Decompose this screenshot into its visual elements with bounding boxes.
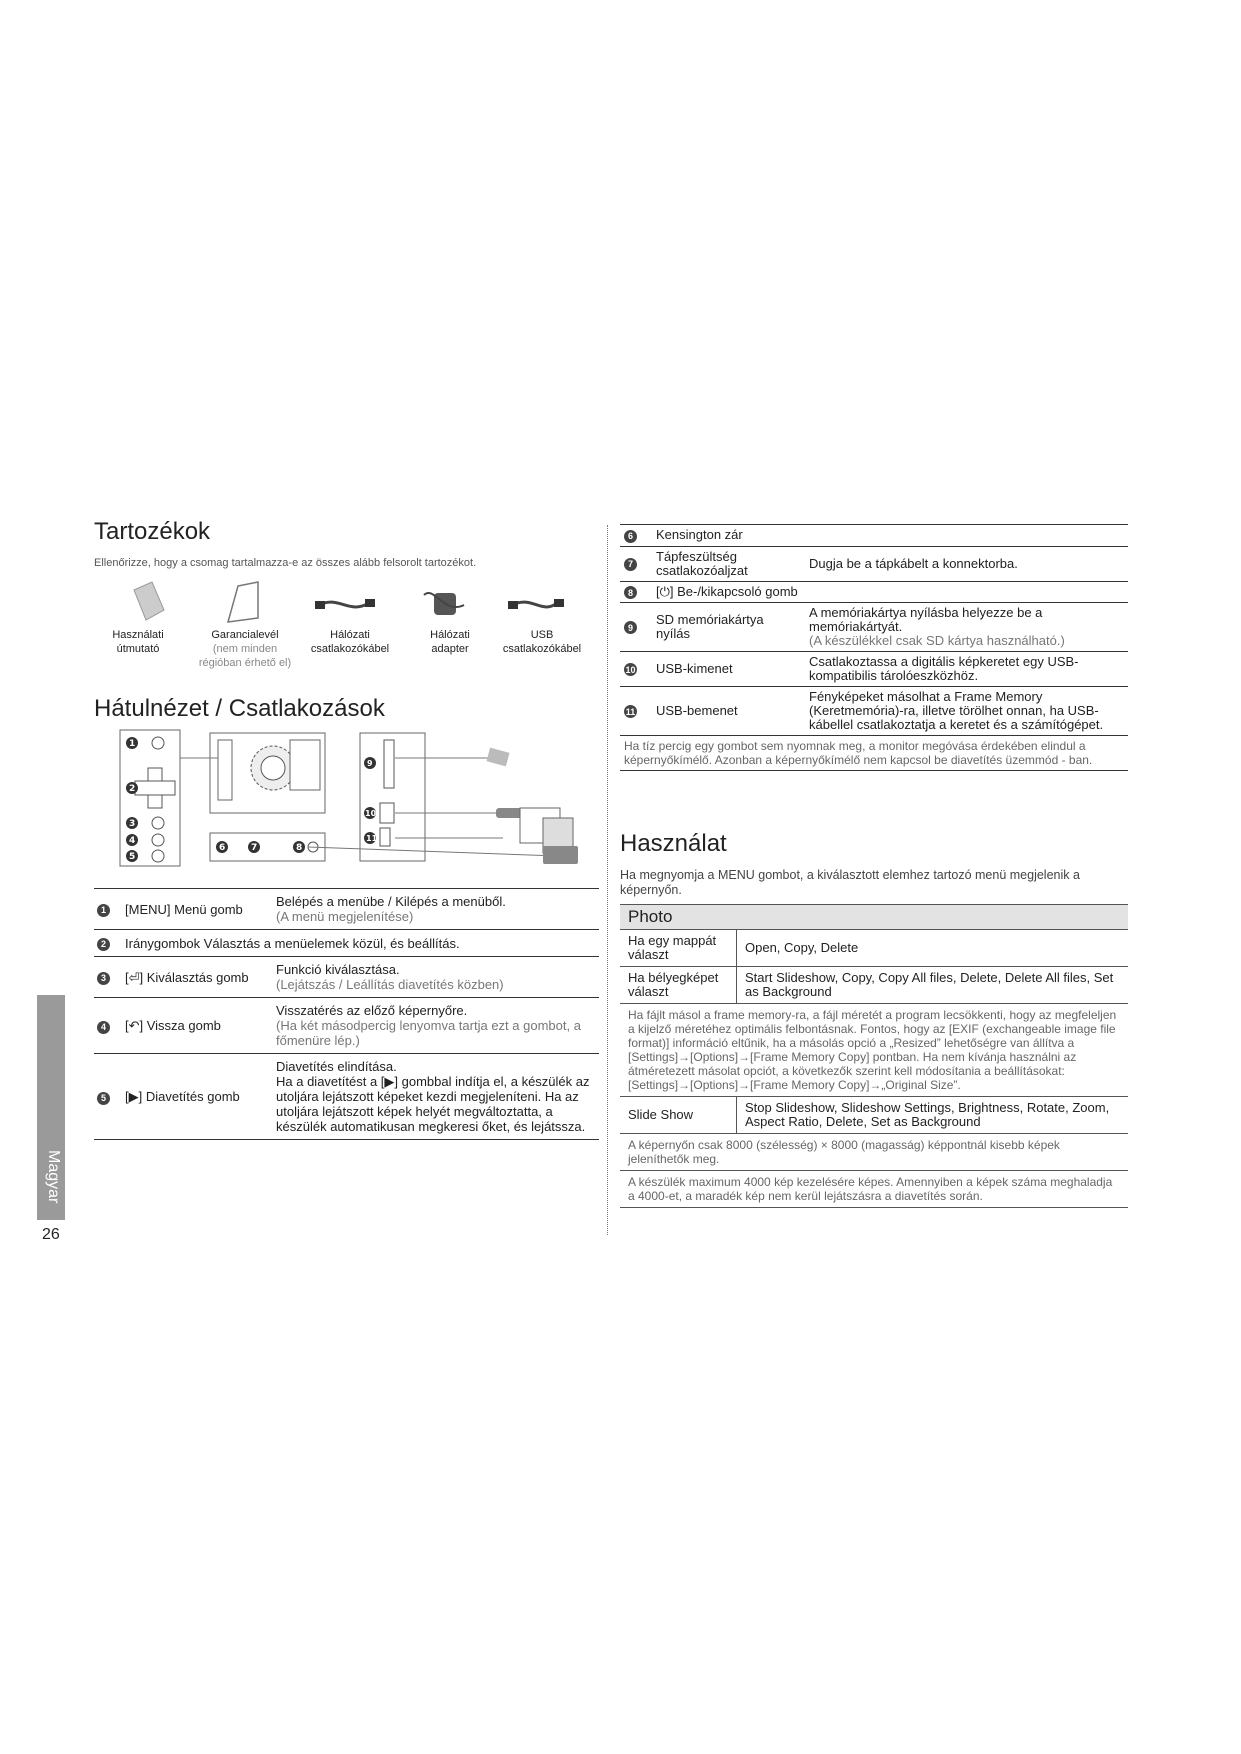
table-row — [94, 1054, 599, 1140]
number-badge: 1 — [97, 904, 110, 917]
connection-desc: Csatlakoztassa a digitális képkeretet egy USB-kompatibilis tárolóeszközhöz. — [809, 654, 1079, 683]
table-row — [620, 1134, 1128, 1171]
control-name: [▶] Diavetítés gomb — [125, 1089, 240, 1104]
number-badge: 6 — [624, 530, 637, 543]
tartozekok-title: Tartozékok — [94, 518, 211, 545]
control-desc: Diavetítés elindítása. Ha a diavetítést a [▶] gombbal indítja el, a készülék az utoljára lejátszott képeket kezdi megjeleníteni. Ha az utoljára lejátszott képek helyét megváltoztatta, a készülék automatikusan megkeresi őket, és lejátssza. — [276, 1059, 590, 1134]
size-note: A képernyőn csak 8000 (szélesség) × 8000 (magasság) képpontnál kisebb képek jeleníthetők meg. — [628, 1138, 1060, 1166]
connection-name: [⏻] Be-/kikapcsoló gomb — [656, 583, 798, 599]
svg-text:3: 3 — [129, 819, 136, 829]
table-row — [620, 603, 1128, 652]
svg-text:8: 8 — [296, 843, 303, 853]
control-name: [↶] Vissza gomb — [125, 1018, 221, 1033]
accessory-usb-cable: USB csatlakozókábel — [502, 629, 582, 655]
manual-icon — [134, 582, 164, 620]
table-row — [620, 967, 1128, 1004]
accessory-manual: Használati útmutató — [112, 629, 164, 655]
table-row — [94, 889, 599, 930]
table-row — [620, 1004, 1128, 1097]
table-row — [620, 687, 1128, 736]
connection-name: USB-bemenet — [656, 703, 738, 718]
table-row — [94, 998, 599, 1054]
controls-table — [94, 888, 599, 1140]
table-header — [620, 905, 1128, 930]
power-adapter-icon — [424, 593, 464, 615]
row-label: Ha bélyegképet választ — [620, 967, 737, 1004]
svg-text:2: 2 — [129, 784, 136, 794]
rear-view-diagram — [118, 728, 578, 868]
svg-text:10: 10 — [365, 809, 377, 818]
control-name: [⏎] Kiválasztás gomb — [125, 969, 249, 985]
svg-text:9: 9 — [367, 759, 373, 768]
table-row — [620, 652, 1128, 687]
hatulnezet-title: Hátulnézet / Csatlakozások — [94, 695, 385, 722]
copy-note: Ha fájlt másol a frame memory-ra, a fájl méretét a program lecsökkenti, hogy az megfeleljen a kijelző méretéhez optimális felbontásnak. Fontos, hogy az [EXIF (exchangeable image file format)] információ eltűnik, ha a másolás opció a „Resized” lehetőségre van állítva a [Settings]→[Options]→[Frame Memory Copy] pontban. Ha nem kívánja használni az átméretezett másolat opciót, a következők szerint kell módosítania a beállításokat: [Settings]→[Options]→[Frame Memory Copy]→„Original Size”. — [628, 1008, 1117, 1092]
screensaver-note: Ha tíz percig egy gombot sem nyomnak meg, a monitor megóvása érdekében elindul a képernyőkímélő. Azonban a képernyőkímélő nem kapcsol be diavetítés üzemmód - ban. — [624, 739, 1093, 767]
connection-desc: Dugja be a tápkábelt a konnektorba. — [809, 555, 1018, 571]
hasznalat-title: Használat — [620, 830, 727, 857]
language-side-tab: Magyar — [37, 995, 65, 1220]
table-row — [620, 525, 1128, 547]
row-value: Start Slideshow, Copy, Copy All files, Delete, Delete All files, Set as Background — [745, 970, 1114, 999]
photo-menu-table — [620, 904, 1128, 1208]
connection-desc: Fényképeket másolhat a Frame Memory (Keretmemória)-ra, illetve törölhet onnan, ha USB-kábellel csatlakoztatja a keretet és a számítógépet. — [809, 689, 1104, 732]
connection-desc — [805, 525, 1128, 547]
number-badge: 2 — [97, 938, 110, 951]
table-row — [620, 581, 1128, 603]
svg-text:5: 5 — [129, 852, 136, 862]
number-badge: 3 — [97, 972, 110, 985]
accessory-adapter: Hálózati adapter — [430, 629, 470, 655]
connection-desc: A memóriakártya nyílásba helyezze be a memóriakártyát. (A készülékkel csak SD kártya használható.) — [809, 605, 1065, 648]
table-row — [620, 1171, 1128, 1208]
usb-cable-icon — [508, 599, 564, 609]
photo-header: Photo — [620, 905, 1128, 930]
svg-text:11: 11 — [366, 834, 378, 843]
page-number: 26 — [42, 1226, 60, 1243]
connection-name: Tápfeszültség csatlakozóaljzat — [656, 548, 748, 578]
connection-name: USB-kimenet — [656, 661, 733, 676]
table-row — [620, 930, 1128, 967]
control-name: Iránygombok Választás a menüelemek közül, és beállítás. — [125, 935, 460, 951]
number-badge: 7 — [624, 558, 637, 571]
table-row — [620, 736, 1128, 771]
row-value: Stop Slideshow, Slideshow Settings, Brightness, Rotate, Zoom, Aspect Ratio, Delete, Set as Background — [745, 1100, 1110, 1129]
number-badge: 8 — [624, 586, 637, 599]
number-badge: 9 — [624, 621, 637, 634]
row-label: Ha egy mappát választ — [620, 930, 737, 967]
power-cable-icon — [315, 599, 375, 609]
connections-table — [620, 524, 1128, 771]
table-row — [94, 930, 599, 957]
svg-text:4: 4 — [129, 836, 136, 846]
warranty-icon — [228, 582, 258, 622]
svg-text:6: 6 — [219, 843, 226, 853]
table-row — [620, 546, 1128, 581]
hasznalat-intro: Ha megnyomja a MENU gombot, a kiválasztott elemhez tartozó menü megjelenik a képernyőn. — [620, 868, 1080, 897]
number-badge: 10 — [625, 664, 636, 675]
control-desc: Belépés a menübe / Kilépés a menüből. (A menü megjelenítése) — [276, 894, 506, 924]
accessory-warranty: Garancialevél (nem minden régióban érhető el) — [198, 629, 292, 669]
accessory-power-cable: Hálózati csatlakozókábel — [310, 629, 390, 655]
control-name: [MENU] Menü gomb — [125, 901, 243, 917]
tartozekok-intro: Ellenőrizze, hogy a csomag tartalmazza-e az összes alább felsorolt tartozékot. — [94, 557, 477, 569]
row-value: Open, Copy, Delete — [745, 940, 859, 955]
table-row — [620, 1097, 1128, 1134]
row-label: Slide Show — [620, 1097, 737, 1134]
accessory-icons — [94, 580, 594, 625]
number-badge: 11 — [625, 706, 636, 717]
connection-name: Kensington zár — [656, 527, 743, 543]
max-images-note: A készülék maximum 4000 kép kezelésére képes. Amennyiben a képek száma meghaladja a 4000-et, a maradék kép nem kerül lejátszásra a diavetítés során. — [628, 1175, 1113, 1203]
connection-name: SD memóriakártya nyílás — [656, 612, 764, 641]
control-desc: Funkció kiválasztása. (Lejátszás / Leállítás diavetítés közben) — [276, 962, 504, 992]
table-row — [94, 957, 599, 998]
number-badge: 5 — [97, 1092, 110, 1105]
control-desc: Visszatérés az előző képernyőre. (Ha két másodpercig lenyomva tartja ezt a gombot, a főmenüre lép.) — [276, 1003, 581, 1048]
column-divider — [607, 525, 608, 1235]
svg-text:7: 7 — [251, 843, 258, 853]
svg-text:1: 1 — [129, 739, 136, 749]
number-badge: 4 — [97, 1021, 110, 1034]
